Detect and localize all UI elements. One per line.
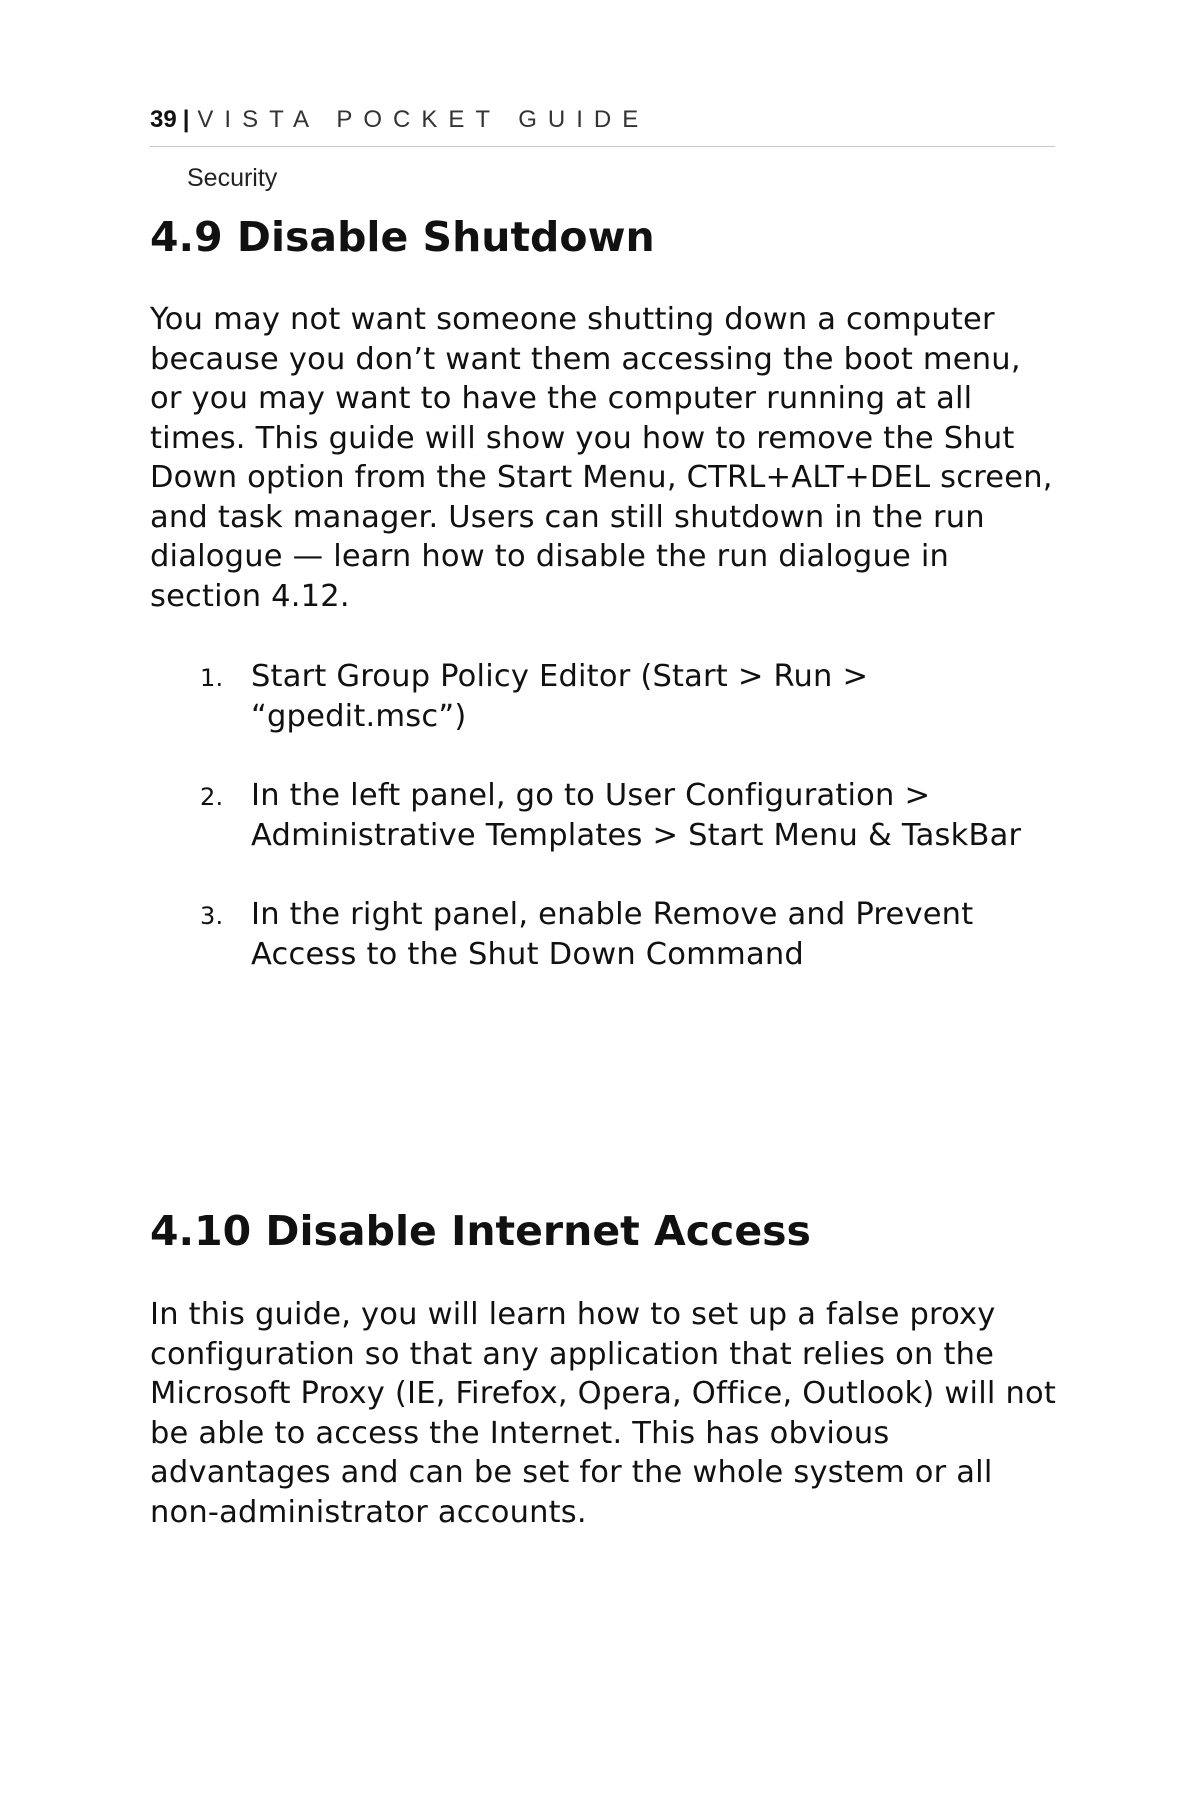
step-number: 3.: [200, 902, 224, 930]
section-label: Security: [187, 164, 278, 192]
step-number: 2.: [200, 783, 224, 811]
header-separator: |: [182, 106, 190, 133]
heading-disable-internet-access: 4.10 Disable Internet Access: [150, 1207, 811, 1255]
list-item: [150, 657, 1060, 736]
page-header: [150, 100, 1055, 147]
step-text: In the left panel, go to User Configuration > Administrative Templates > Start Menu & TaskBar: [251, 778, 1022, 853]
step-text: Start Group Policy Editor (Start > Run > “gpedit.msc”): [251, 659, 869, 734]
page-number: 39: [150, 106, 177, 133]
list-item: [150, 895, 1060, 974]
list-item: [150, 776, 1060, 855]
book-title: VISTA POCKET GUIDE: [197, 106, 650, 133]
paragraph-disable-internet-access: In this guide, you will learn how to set up a false proxy configuration so that any application that relies on the Microsoft Proxy (IE, Firefox, Opera, Office, Outlook) will not be able to access the Internet. This has obvious advantages and can be set for the whole system or all non-administrator accounts.: [150, 1297, 1057, 1530]
step-text: In the right panel, enable Remove and Prevent Access to the Shut Down Command: [251, 897, 974, 972]
paragraph-disable-shutdown: You may not want someone shutting down a computer because you don’t want them accessing the boot menu, or you may want to have the computer running at all times. This guide will show you how to remove the Shut Down option from the Start Menu, CTRL+ALT+DEL screen, and task manager. Users can still shutdown in the run dialogue — learn how to disable the run dialogue in section 4.12.: [150, 302, 1053, 614]
steps-list: [150, 657, 1060, 1014]
heading-disable-shutdown: 4.9 Disable Shutdown: [150, 213, 655, 261]
step-number: 1.: [200, 664, 224, 692]
